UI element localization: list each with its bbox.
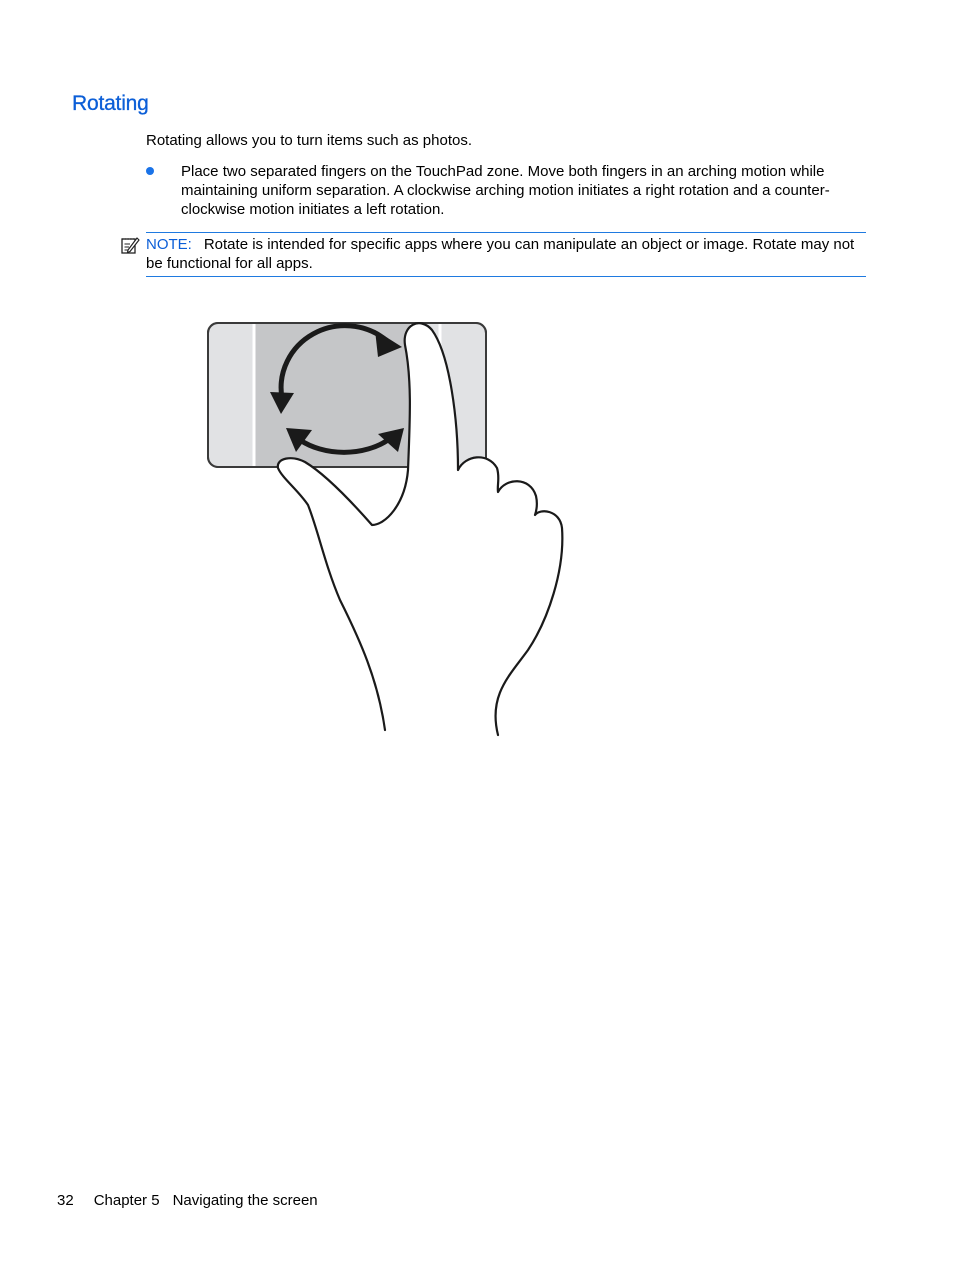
page-footer [57, 1191, 318, 1210]
page-heading: Rotating [72, 92, 149, 115]
footer-chapter: Chapter 5 [93, 1192, 160, 1209]
bullet-icon [146, 167, 154, 175]
footer-title: Navigating the screen [172, 1192, 318, 1209]
note-icon [120, 235, 140, 255]
page-number: 32 [57, 1192, 74, 1209]
note-label: NOTE: [146, 236, 192, 253]
list-item-text: Place two separated fingers on the TouchPad zone. Move both fingers in an arching motion while maintaining uniform separation. A clockwise arching motion initiates a right rotation and a counter-clockwise motion initiates a left rotation. [181, 163, 830, 218]
rotate-gesture-illustration [200, 310, 580, 750]
note-text: Rotate is intended for specific apps where you can manipulate an object or image. Rotate may not be functional for all apps. [146, 236, 855, 272]
instruction-list [146, 162, 866, 219]
note-box [146, 232, 866, 277]
list-item [146, 162, 866, 219]
intro-paragraph: Rotating allows you to turn items such as photos. [146, 132, 473, 149]
